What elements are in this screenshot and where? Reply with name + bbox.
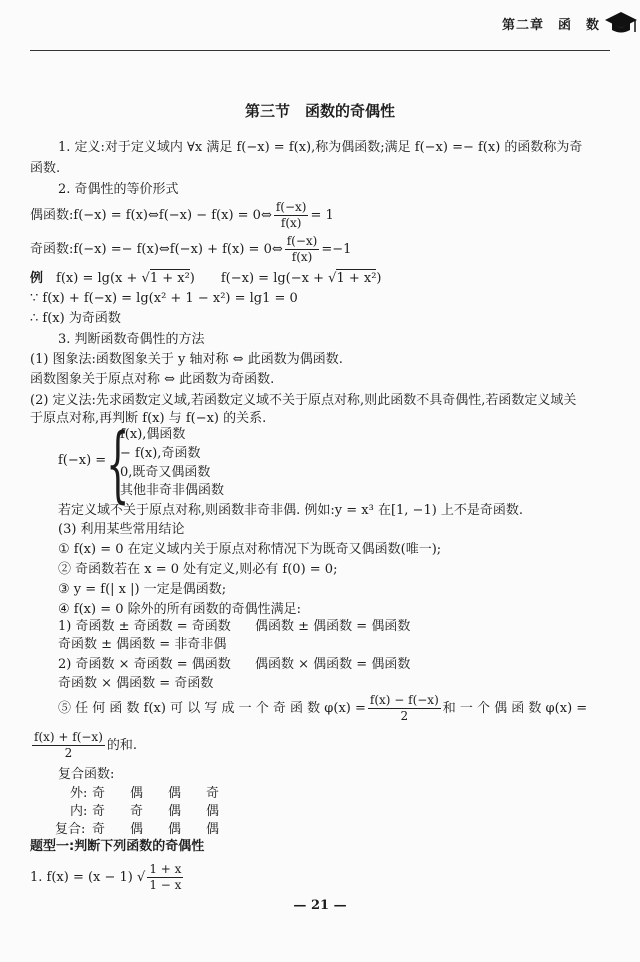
piecewise-case: 其他非奇非偶函数 — [120, 483, 225, 498]
conclusion-4: ④ f(x) = 0 除外的所有函数的奇偶性满足: — [58, 602, 302, 617]
composite-heading: 复合函数: — [58, 767, 115, 782]
rule-mixed-sum: 奇函数 ± 偶函数 = 非奇非偶 — [58, 637, 227, 652]
composite-row-label: 复合: — [55, 822, 86, 837]
common-conclusions-heading: (3) 利用某些常用结论 — [58, 522, 185, 537]
composite-row-label: 外: — [70, 786, 88, 801]
piecewise-case: 0,既奇又偶函数 — [120, 465, 211, 480]
method-definition-2: 于原点对称,再判断 f(x) 与 f(−x) 的关系. — [30, 411, 267, 426]
conclusion-2: ② 奇函数若在 x = 0 处有定义,则必有 f(0) = 0; — [58, 562, 338, 577]
method-graph-2: 函数图象关于原点对称 ⇔ 此函数为奇函数. — [30, 372, 275, 387]
graduation-cap-icon — [604, 10, 638, 36]
rule-odd-sum: 1) 奇函数 ± 奇函数 = 奇函数 — [58, 619, 231, 634]
composite-cell: 偶 — [206, 822, 220, 837]
page-number: — 21 — — [293, 898, 347, 913]
heading-methods: 3. 判断函数奇偶性的方法 — [58, 332, 205, 347]
composite-cell: 偶 — [168, 804, 182, 819]
composite-cell: 偶 — [206, 804, 220, 819]
rule-even-product: 偶函数 × 偶函数 = 偶函数 — [255, 657, 411, 672]
definition-line-2: 函数. — [30, 161, 61, 176]
conclusion-5: ⑤ 任 何 函 数 f(x) 可 以 写 成 一 个 奇 函 数 φ(x) = $\frac{f(x) - f(-x)}{2}$ 和 一 个 偶 函 数 φ(x) = — [58, 693, 588, 723]
piecewise-lhs: f(−x) = — [58, 453, 107, 468]
rule-even-sum: 偶函数 ± 偶函数 = 偶函数 — [255, 619, 411, 634]
therefore-line: ∴ f(x) 为奇函数 — [30, 311, 121, 326]
because-line: ∵ f(x) + f(−x) = lg(x² + 1 − x²) = lg1 = 0 — [30, 291, 298, 306]
composite-cell: 奇 — [92, 822, 106, 837]
rule-mixed-product: 奇函数 × 偶函数 = 奇函数 — [58, 676, 214, 691]
domain-note: 若定义域不关于原点对称,则函数非奇非偶. 例如:y = x³ 在[1, −1) 上不是奇函数. — [58, 503, 524, 518]
even-function-formula: 偶函数:f(−x) = f(x)⇔f(−x) − f(x) = 0⇔ $\frac{f(-x)}{f(x)}$ = 1 — [30, 200, 334, 230]
odd-function-formula: 奇函数:f(−x) =− f(x)⇔f(−x) + f(x) = 0⇔ $\frac{f(-x)}{f(x)}$ =−1 — [30, 234, 352, 264]
conclusion-1: ① f(x) = 0 在定义域内关于原点对称情况下为既奇又偶函数(唯一); — [58, 542, 442, 557]
conclusion-3: ③ y = f(| x |) 一定是偶函数; — [58, 582, 227, 597]
composite-cell: 偶 — [168, 822, 182, 837]
piecewise-case: − f(x),奇函数 — [120, 446, 201, 461]
definition-line-1: 1. 定义:对于定义域内 ∀x 满足 f(−x) = f(x),称为偶函数;满足 f(−x) =− f(x) 的函数称为奇 — [58, 140, 583, 155]
piecewise-case: f(x),偶函数 — [120, 427, 186, 442]
method-graph-1: (1) 图象法:函数图象关于 y 轴对称 ⇔ 此函数为偶函数. — [30, 352, 343, 367]
piecewise-brace: { — [106, 417, 130, 512]
heading-equivalent-forms: 2. 奇偶性的等价形式 — [58, 182, 179, 197]
composite-row-label: 内: — [70, 804, 88, 819]
section-title: 第三节 函数的奇偶性 — [244, 102, 395, 120]
composite-cell: 偶 — [130, 822, 144, 837]
rule-odd-product: 2) 奇函数 × 奇函数 = 偶函数 — [58, 657, 231, 672]
composite-cell: 偶 — [130, 786, 144, 801]
composite-cell: 偶 — [168, 786, 182, 801]
method-definition-1: (2) 定义法:先求函数定义域,若函数定义域不关于原点对称,则此函数不具奇偶性,若函数定义域关 — [30, 393, 577, 408]
chapter-title: 第二章 函 数 — [501, 18, 600, 33]
composite-cell: 奇 — [206, 786, 220, 801]
conclusion-5-continued: $\frac{f(x) + f(-x)}{2}$ 的和. — [34, 730, 138, 760]
question-1: 1. f(x) = (x − 1) √ $\frac{1 + x}{1 - x}$ — [30, 862, 182, 892]
composite-cell: 奇 — [130, 804, 144, 819]
composite-cell: 奇 — [92, 786, 106, 801]
example-line: 例 f(x) = lg(x + √1 + x²) f(−x) = lg(−x + √1 + x²) — [30, 271, 382, 286]
topic-heading: 题型一:判断下列函数的奇偶性 — [30, 839, 205, 854]
composite-cell: 奇 — [92, 804, 106, 819]
